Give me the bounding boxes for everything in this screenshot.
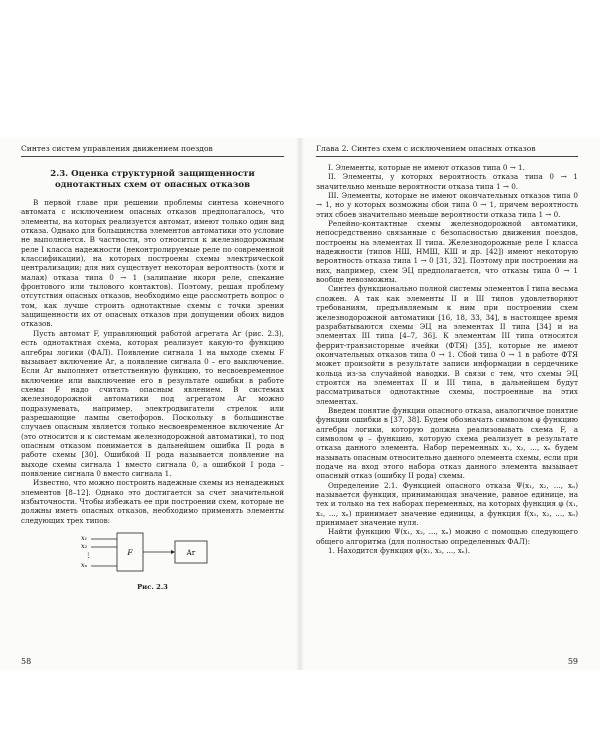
figure-2-3 — [21, 529, 284, 581]
book-spread — [0, 138, 600, 670]
input-x2-label: x₂ — [81, 542, 88, 551]
paragraph: Пусть автомат F, управляющий работой агрегата Аг (рис. 2.3), есть однотактная схема, которая реализует какую-то функцию алгебры логики (ФАЛ). Появление сигнала 1 на выходе схемы F вызывает включение Аг, а появление сигнала 0 – его выключение. Если Аг выполняет ответственную функцию, то несвоевременное включение или выключение его в результате ошибки в работе схемы F надо считать опасным явлением. В системах железнодорожной автоматики под агрегатом Аг можно подразумевать, например, электродвигатели стрелок или разрешающие лампы светофоров. Поскольку в большинстве случаев опасным является только несвоевременное включение Аг (это относится и к системам железнодорожной автоматики), то под опасным отказом понимается в дальнейшем ошибка II рода в работе схемы [30]. Ошибкой II рода называется появление на выходе схемы сигнала 1 вместо сигнала 0, а ошибкой I рода – появление сигнала 0 вместо сигнала 1. — [21, 328, 284, 478]
list-item: III. Элементы, которые не имеют окончательных отказов типа 0 → 1, но у которых возможны сбои типа 0 → 1, причем вероятность этих сбоев значительно меньше вероятности отказа типа 1 → 0. — [316, 191, 578, 219]
list-item: I. Элементы, которые не имеют отказов типа 0 → 1. — [328, 163, 525, 172]
paragraph: Релейно-контактные схемы железнодорожной автоматики, непосредственно связанные с безопасностью движения поездов, построены на элементах II типа. Железнодорожные реле I класса надежности (типов НШ, НМШ, КШ и др. [42]) имеют некоторую вероятность отказа типа 1 → 0 [31, 32]. Поэтому при построении на них, например, схем ЭЦ предполагается, что отказы типа 0 → 1 вообще невозможны. — [316, 219, 578, 285]
paragraph: Синтез функционально полной системы элементов I типа весьма сложен. А так как элементы II и III типов удовлетворяют требованиям, предъявляемым к ним при построении схем железнодорожной автоматики [16, 18, 33, 34], в настоящее время разрабатываются схемы ЭЦ на элементах II типа [34] и на элементах III типа [4–7, 36]. К элементам III типа относятся феррит-транзисторные ячейки (ФТЯ) [35], которые не имеют окончательных отказов типа 0 → 1. Сбой типа 0 → 1 в работе ФТЯ может произойти в результате записи информации в сердечнике кольца из-за случайной наводки. В связи с тем, что схемы ЭЦ строятся на элементах II и III типа, в дальнейшем будут рассматриваться однотактные схемы, построенные на этих элементах. — [316, 284, 578, 406]
input-x1-label: x₁ — [81, 534, 88, 543]
paragraph: Введем понятие функции опасного отказа, аналогичное понятие функции ошибки в [37, 38]. Будем обозначать символом φ функцию алгебры логики, которую должна реализовывать схема F, а символом φ – функцию, которую схема реализует в результате отказа данного элемента. Набор переменных x₁, x₂, ..., xₙ будем называть опасным относительно данного элемента схемы, если при подаче на вход этого набора отказ данного элемента вызывает опасный отказ (ошибку II рода) схемы. — [316, 405, 578, 481]
figure-caption: Рис. 2.3 — [137, 583, 168, 592]
right-page — [316, 138, 578, 670]
block-f-label: F — [127, 548, 133, 558]
left-page — [21, 138, 284, 670]
block-ag-label: Аг — [186, 549, 196, 558]
paragraph: В первой главе при решении проблемы синтеза конечного автомата с исключением опасных отказов предполагалось, что элементы, на которых реализуется автомат, имеют только один вид отказа. Однако для большинства элементов автоматики это условие не выполняется. В частности, это относится к железнодорожным реле I класса надежности (неконтролируемые реле по современной классификации), на которых построены схемы электрической централизации; для них существует некоторая вероятность (хотя и малая) отказа типа 0 → 1 (залипание якоря реле, спекание фронтового или тылового контактов). Поэтому, решая проблему отсутствия опасных отказов, необходимо еще рассмотреть вопрос о том, как лучше строить однотактные схемы с точки зрения защищенности их от опасных отказов при допущении обоих видов отказов. — [21, 198, 284, 329]
element-types-list — [316, 163, 578, 219]
block-diagram — [79, 529, 229, 579]
section-title — [21, 169, 284, 191]
arrow-head — [171, 550, 175, 554]
section-title-line2: однотактных схем от опасных отказов — [54, 180, 251, 190]
running-head-left: Синтез систем управления движением поездов — [21, 144, 284, 157]
section-title-line1: 2.3. Оценка структурной защищенности — [50, 169, 255, 179]
paragraph: 1. Находится функция φ(x₁, x₂, ..., xₙ). — [328, 546, 471, 556]
paragraph: Известно, что можно построить надежные схемы из ненадежных элементов [8–12]. Однако это достигается за счет значительной избыточности. Чтобы избежать ее при построении схем, которые не должны иметь опасных отказов, необходимо применять элементы следующих трех типов: — [21, 478, 284, 525]
input-xn-label: xₙ — [81, 561, 88, 570]
definition-paragraph: Определение 2.1. Функцией опасного отказа Ψ(x₁, x₂, ..., xₙ) называется функция, принимающая значение, равное единице, на тех и только на тех наборах переменных, на которых функция φ (x₁, x₂, ..., xₙ) принимает значение единицы, а функция f(x₁, x₂, ..., xₙ) принимает значение нуля. — [316, 480, 578, 528]
paragraph: Найти функцию Ψ(x₁, x₂, ..., xₙ) можно с помощью следующего общего алгоритма (для полностью определенных ФАЛ): — [316, 527, 578, 546]
input-dots: ⋮ — [85, 551, 92, 560]
page-number-right: 59 — [567, 656, 578, 666]
page-number-left: 58 — [21, 656, 32, 666]
running-head-right: Глава 2. Синтез схем с исключением опасных отказов — [316, 144, 578, 157]
list-item: II. Элементы, у которых вероятность отказа типа 0 → 1 значительно меньше вероятности отказа типа 1 → 0. — [316, 172, 578, 191]
book-gutter — [296, 138, 304, 670]
